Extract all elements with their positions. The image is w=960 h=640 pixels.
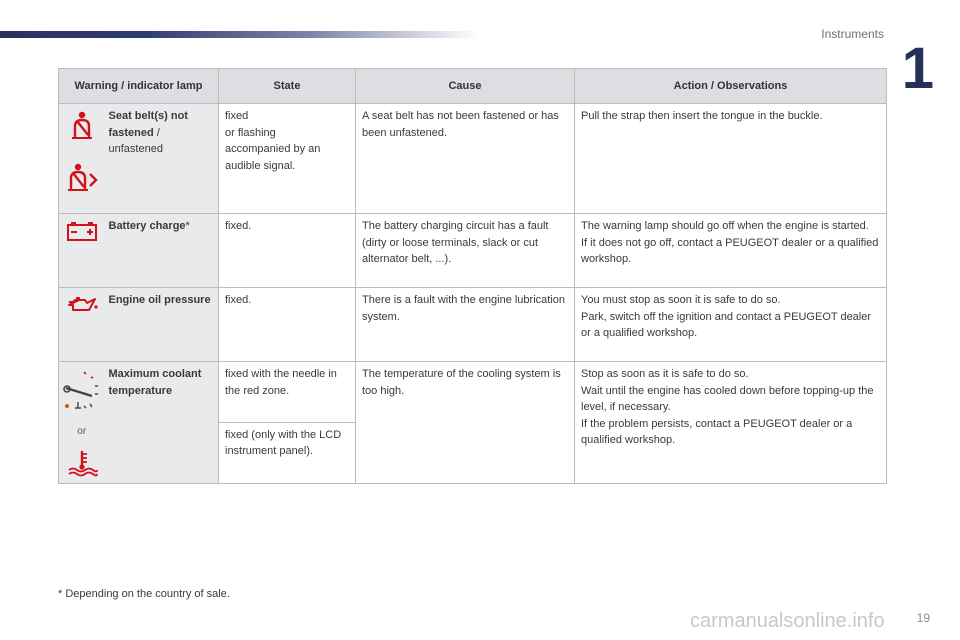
action-cell: Pull the strap then insert the tongue in the buckle. <box>575 104 887 214</box>
lamp-name-cell: Maximum coolant temperature <box>105 362 219 484</box>
page-number: 19 <box>916 611 930 625</box>
column-header-state: State <box>219 69 356 104</box>
table-row <box>59 214 887 288</box>
lamp-icon-cell <box>59 214 105 288</box>
column-header-cause: Cause <box>356 69 575 104</box>
chapter-number: 1 <box>901 36 934 101</box>
coolant-temperature-icon <box>66 449 98 477</box>
table-header-row <box>59 69 887 104</box>
lamp-icon-cell <box>59 362 105 484</box>
header-gradient-bar <box>0 31 480 38</box>
cause-cell: The battery charging circuit has a fault (dirty or loose terminals, slack or cut alternator belt, ...). <box>356 214 575 288</box>
action-cell: You must stop as soon it is safe to do so. Park, switch off the ignition and contact a PEUGEOT dealer or a qualified workshop. <box>575 288 887 362</box>
action-cell: Stop as soon as it is safe to do so. Wait until the engine has cooled down before topping-up the level, if necessary. If the problem persists, contact a PEUGEOT dealer or a qualified workshop. <box>575 362 887 484</box>
seatbelt-arrow-icon <box>66 162 98 192</box>
action-cell: The warning lamp should go off when the engine is started. If it does not go off, contact a PEUGEOT dealer or a qualified workshop. <box>575 214 887 288</box>
column-header-lamp: Warning / indicator lamp <box>59 69 219 104</box>
seatbelt-icon <box>69 110 95 140</box>
state-cell-alt: fixed (only with the LCD instrument panel). <box>219 422 356 483</box>
state-cell: fixed or flashing accompanied by an audible signal. <box>219 104 356 214</box>
lamp-name-cell: Engine oil pressure <box>105 288 219 362</box>
lamp-icon-cell <box>59 288 105 362</box>
state-cell: fixed with the needle in the red zone. <box>219 362 356 423</box>
cause-cell: There is a fault with the engine lubrication system. <box>356 288 575 362</box>
column-header-action: Action / Observations <box>575 69 887 104</box>
lamp-name-suffix: / unfastened <box>108 126 163 155</box>
lamp-name: Seat belt(s) not fastened <box>108 110 188 139</box>
battery-icon <box>66 220 98 242</box>
oil-can-icon <box>65 294 99 314</box>
table-row <box>59 288 887 362</box>
state-cell: fixed. <box>219 288 356 362</box>
table-row <box>59 362 887 423</box>
lamp-name-cell <box>105 104 219 214</box>
warning-lamps-table <box>58 68 887 484</box>
lamp-name: Battery charge <box>108 220 186 232</box>
cause-cell: The temperature of the cooling system is too high. <box>356 362 575 484</box>
footnote: * Depending on the country of sale. <box>58 588 230 600</box>
state-cell: fixed. <box>219 214 356 288</box>
temperature-gauge-icon <box>62 368 102 414</box>
watermark: carmanualsonline.info <box>690 610 885 632</box>
lamp-name-suffix: * <box>185 220 190 232</box>
lamp-name-cell <box>105 214 219 288</box>
section-title: Instruments <box>821 27 884 41</box>
cause-cell: A seat belt has not been fastened or has been unfastened. <box>356 104 575 214</box>
or-label: or <box>77 426 87 437</box>
table-row <box>59 104 887 214</box>
lamp-icon-cell <box>59 104 105 214</box>
